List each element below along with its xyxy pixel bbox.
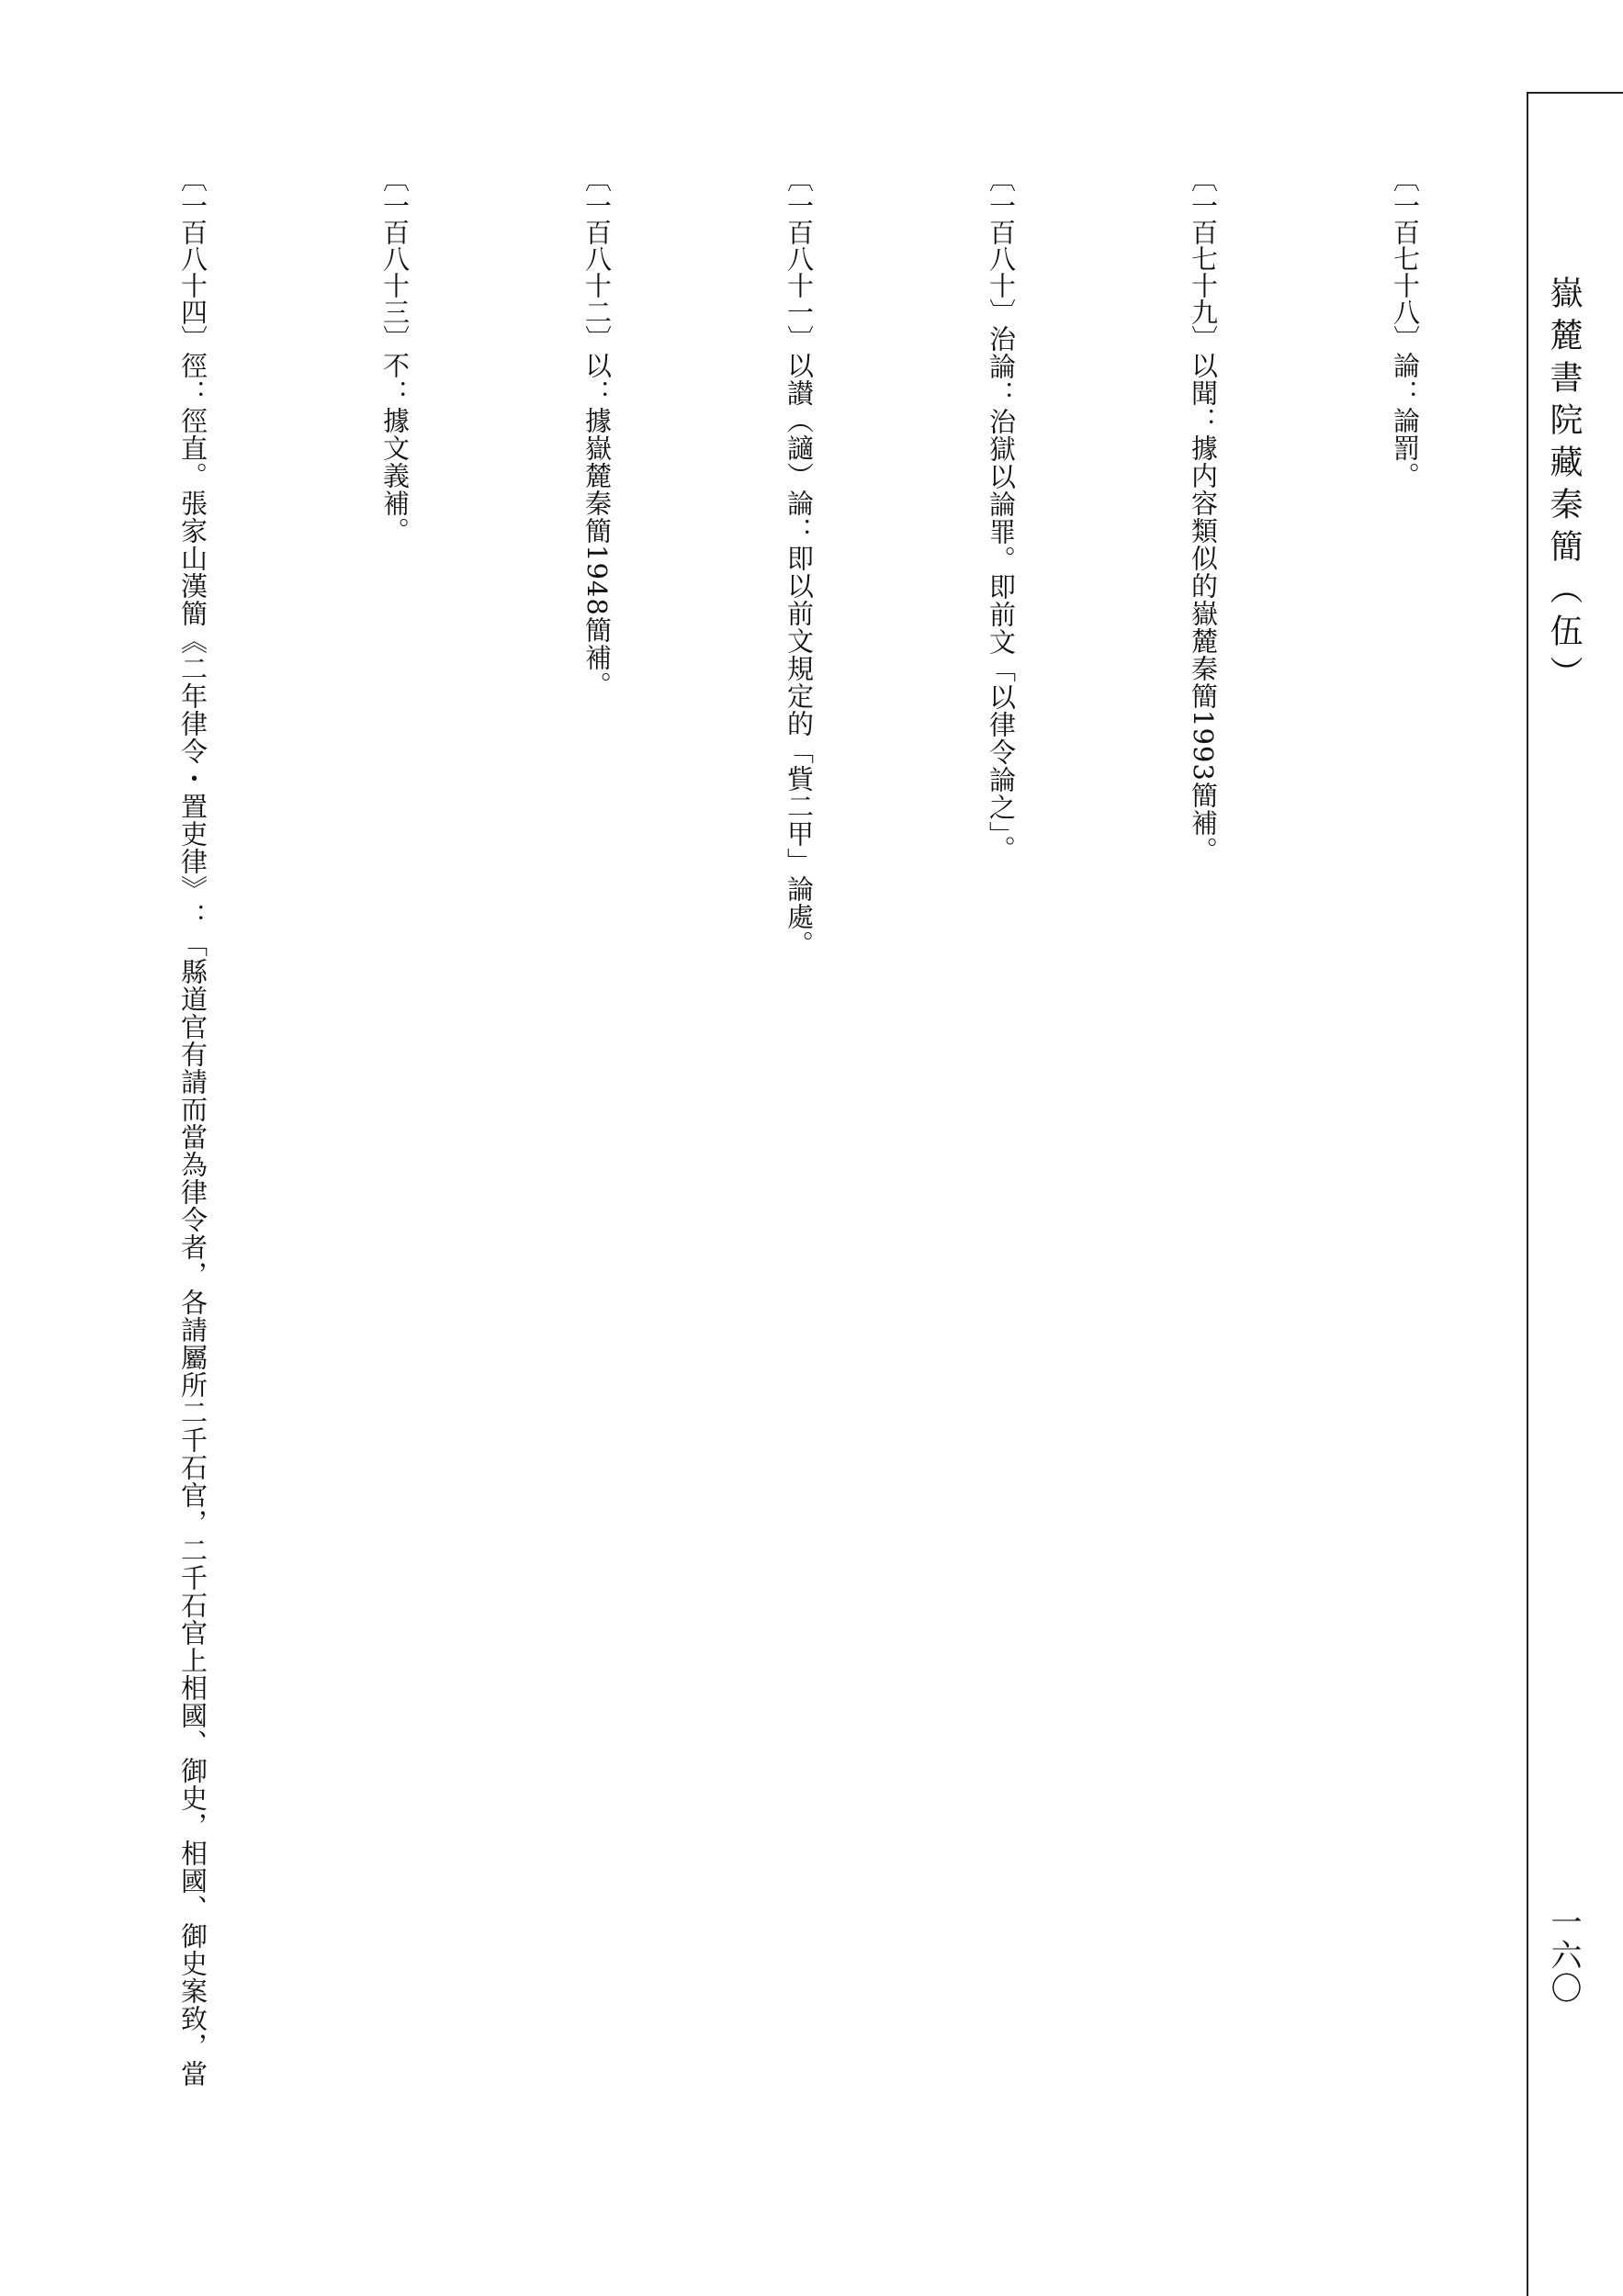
notes-body (156, 165, 1424, 2167)
note-181 (615, 165, 817, 2167)
note-text: 以聞：據内容類似的嶽麓秦簡1993簡補。 (1188, 352, 1219, 864)
note-text: 徑：徑直。張家山漢簡《二年律令・置吏律》：「縣道官有請而當為律令者，各請屬所二千石官，二千石官上相國、御史，相國、御史案致，當 (177, 352, 209, 2088)
note-184 (156, 165, 211, 2167)
note-183 (211, 165, 413, 2167)
note-text: 治論：治獄以論罪。即前文「以律令論之」。 (986, 325, 1017, 863)
note-number: 〔一百八十二〕 (581, 165, 613, 352)
header-rule (1527, 92, 1623, 94)
note-number: 〔一百八十三〕 (379, 165, 411, 352)
note-text: 不：據文義補。 (379, 352, 411, 545)
note-180 (817, 165, 1020, 2167)
note-text: 以：據嶽麓秦簡1948簡補。 (581, 352, 613, 699)
margin-rule (1527, 92, 1528, 2296)
note-text: 以讃（讁）論：即以前文規定的「貲二甲」論處。 (783, 352, 815, 958)
page-number: 一六〇 (1545, 1906, 1582, 2005)
note-number: 〔一百八十〕 (986, 165, 1017, 325)
note-number: 〔一百八十四〕 (177, 165, 209, 352)
note-178 (1222, 165, 1424, 2167)
note-179 (1020, 165, 1222, 2167)
note-number: 〔一百八十一〕 (783, 165, 815, 352)
note-number: 〔一百七十九〕 (1188, 165, 1219, 352)
note-182 (413, 165, 615, 2167)
note-number: 〔一百七十八〕 (1390, 165, 1421, 352)
running-title: 嶽麓書院藏秦簡（伍） (1545, 276, 1583, 698)
note-text: 論：論罰。 (1390, 352, 1421, 490)
